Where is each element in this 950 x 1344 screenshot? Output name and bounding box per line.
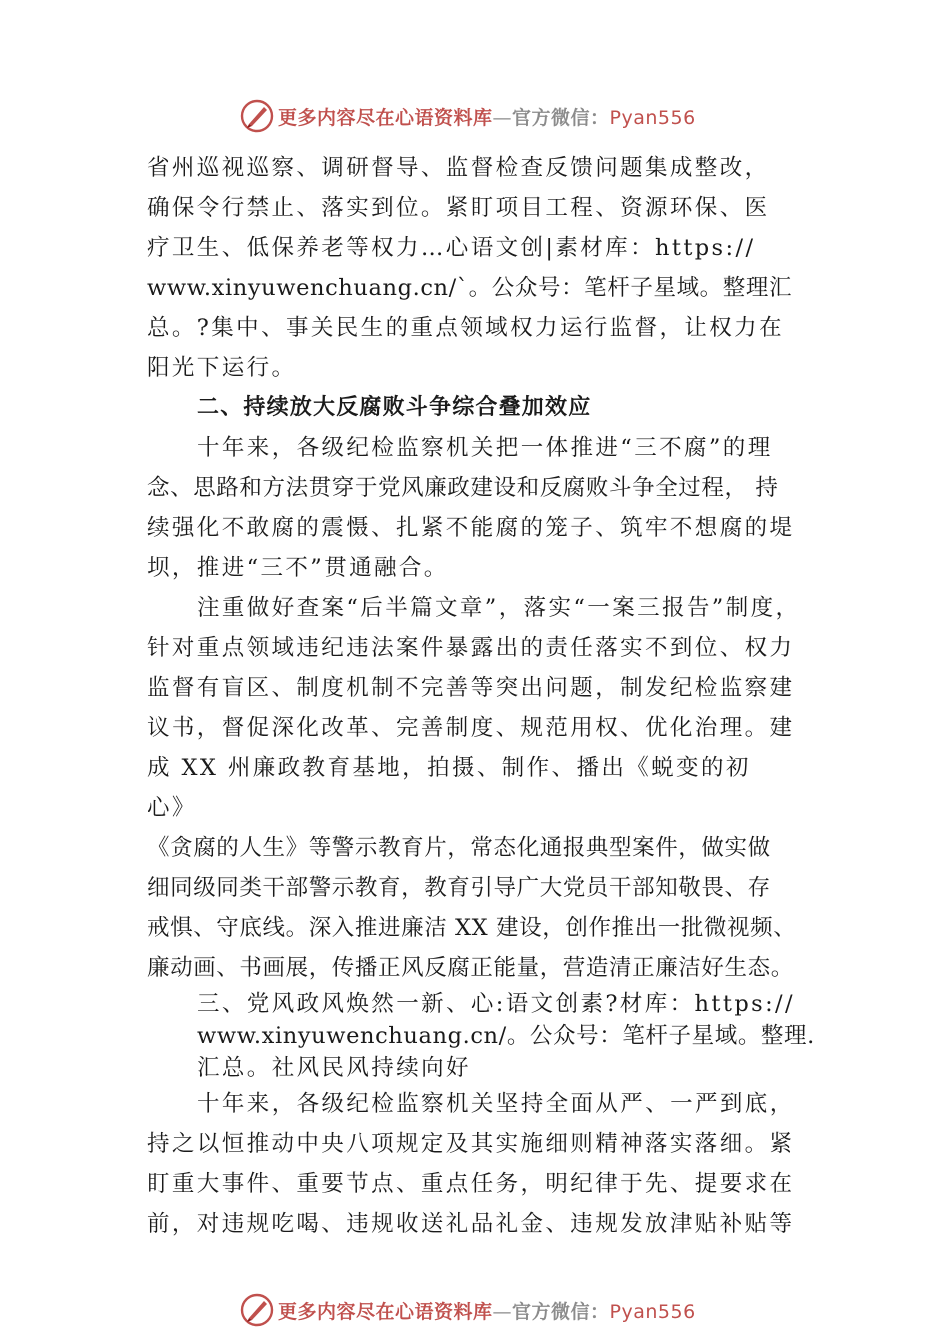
text-line: 廉动画、书画展，传播正风反腐正能量，营造清正廉洁好生态。 <box>147 955 794 981</box>
text-line: 总。?集中、事关民生的重点领域权力运行监督，让权力在 <box>147 315 784 341</box>
footer-watermark-banner <box>240 1290 760 1330</box>
banner-official-label: 官方微信： <box>512 1300 610 1323</box>
text-line: 细同级同类干部警示教育，教育引导广大党员干部知敬畏、存 <box>147 875 771 901</box>
pen-logo-icon <box>240 99 274 133</box>
text-line: 持之以恒推动中央八项规定及其实施细则精神落实落细。紧 <box>147 1131 795 1157</box>
section-heading-3-cont: www.xinyuwenchuang.cn/。公众号：笔杆子星域。整理. <box>197 1023 815 1049</box>
banner-promo-text: 更多内容尽在心语资料库 <box>278 1300 493 1323</box>
header-watermark-banner <box>240 96 760 136</box>
text-line: 议书，督促深化改革、完善制度、规范用权、优化治理。建 <box>147 715 795 741</box>
text-line: 注重做好查案“后半篇文章”，落实“一案三报告”制度， <box>197 595 801 621</box>
text-line: 前，对违规吃喝、违规收送礼品礼金、违规发放津贴补贴等 <box>147 1211 795 1237</box>
text-line: 阳光下运行。 <box>147 355 297 381</box>
text-line: 《贪腐的人生》等警示教育片，常态化通报典型案件，做实做 <box>147 835 771 861</box>
text-line: www.xinyuwenchuang.cn/`。公众号：笔杆子星域。整理汇 <box>147 275 793 301</box>
text-line: 成 XX 州廉政教育基地，拍摄、制作、播出《蜕变的初 <box>147 755 751 781</box>
banner-text <box>278 1297 696 1324</box>
banner-dash: — <box>492 106 513 129</box>
text-line: 十年来，各级纪检监察机关坚持全面从严、一严到底， <box>197 1091 795 1117</box>
banner-promo-text: 更多内容尽在心语资料库 <box>278 106 493 129</box>
text-line: 监督有盲区、制度机制不完善等突出问题，制发纪检监察建 <box>147 675 795 701</box>
text-line: 疗卫生、低保养老等权力…心语文创|素材库：https:// <box>147 235 756 261</box>
banner-official-label: 官方微信： <box>512 106 610 129</box>
text-line: 盯重大事件、重要节点、重点任务，明纪律于先、提要求在 <box>147 1171 795 1197</box>
banner-wechat-id: Pyan556 <box>609 106 696 129</box>
text-line: 心》 <box>147 795 197 821</box>
text-line: 针对重点领域违纪违法案件暴露出的责任落实不到位、权力 <box>147 635 795 661</box>
banner-text <box>278 103 696 130</box>
pen-logo-icon <box>240 1293 274 1327</box>
section-heading-3: 三、党风政风焕然一新、心:语文创素?材库：https:// <box>197 991 796 1017</box>
text-line: 坝，推进“三不”贯通融合。 <box>147 555 449 581</box>
banner-dash: — <box>492 1300 513 1323</box>
banner-wechat-id: Pyan556 <box>609 1300 696 1323</box>
section-heading-2: 二、持续放大反腐败斗争综合叠加效应 <box>197 395 592 420</box>
text-line: 续强化不敢腐的震慑、扎紧不能腐的笼子、筑牢不想腐的堤 <box>147 515 795 541</box>
text-line: 省州巡视巡察、调研督导、监督检查反馈问题集成整改， <box>147 155 770 181</box>
text-line: 念、思路和方法贯穿于党风廉政建设和反腐败斗争全过程， 持 <box>147 475 779 501</box>
text-line: 确保令行禁止、落实到位。紧盯项目工程、资源环保、医 <box>147 195 770 221</box>
text-line: 戒惧、守底线。深入推进廉洁 XX 建设，创作推出一批微视频、 <box>147 915 797 941</box>
document-body <box>147 148 827 1244</box>
section-heading-3-cont: 汇总。社风民风持续向好 <box>197 1055 471 1081</box>
text-line: 十年来，各级纪检监察机关把一体推进“三不腐”的理 <box>197 435 773 461</box>
